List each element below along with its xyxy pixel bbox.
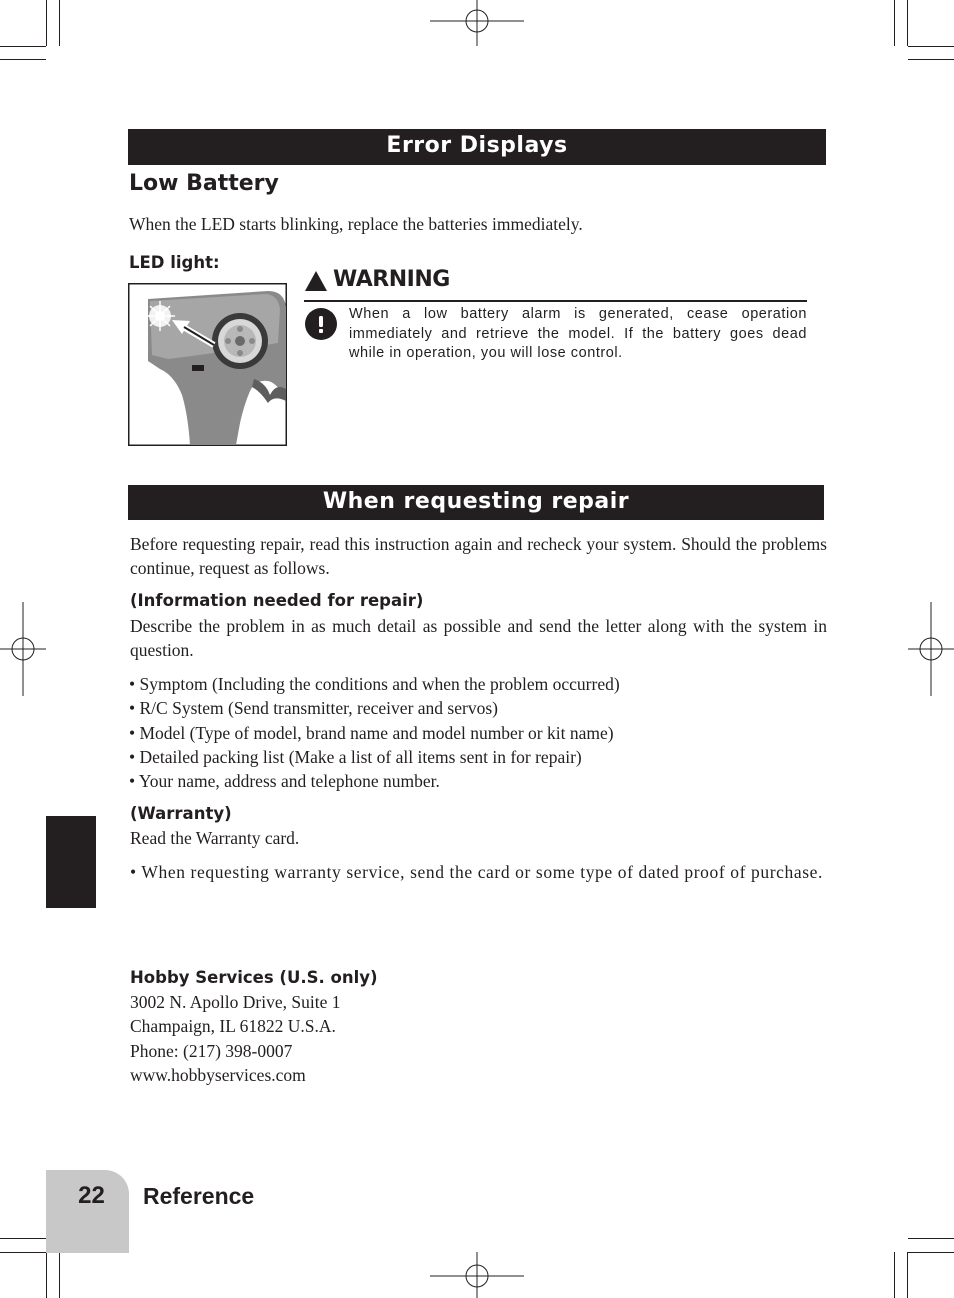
- website-link[interactable]: www.hobbyservices.com: [130, 1064, 306, 1085]
- registration-mark-left: [0, 602, 46, 696]
- warranty-text: Read the Warranty card.: [130, 828, 300, 848]
- transmitter-illustration: [128, 283, 287, 446]
- warning-title: WARNING: [333, 267, 450, 292]
- exclamation-icon: [305, 308, 337, 340]
- crop-mark: [908, 1238, 954, 1239]
- crop-mark: [59, 0, 60, 46]
- low-battery-heading: Low Battery: [129, 171, 279, 196]
- info-needed-text: Describe the problem in as much detail as possible and send the letter along with the system in question.: [130, 616, 827, 660]
- warning-divider: [304, 300, 807, 302]
- registration-mark-right: [908, 602, 954, 696]
- footer-section-title: Reference: [143, 1183, 255, 1209]
- crop-mark: [908, 59, 954, 60]
- crop-mark: [46, 0, 47, 46]
- repair-intro: Before requesting repair, read this instruction again and recheck your system. Should the problems continue, request as follows.: [130, 534, 827, 578]
- crop-mark: [0, 59, 46, 60]
- crop-mark: [894, 0, 895, 46]
- page-number: 22: [78, 1182, 105, 1209]
- registration-mark-bottom: [430, 1252, 524, 1298]
- crop-mark: [907, 1252, 908, 1298]
- low-battery-text: When the LED starts blinking, replace the batteries immediately.: [129, 214, 583, 234]
- error-displays-banner: Error Displays: [128, 129, 826, 165]
- warning-text: When a low battery alarm is generated, cease operation immediately and retrieve the model. If the battery goes dead while in operation, you will lose control.: [349, 306, 807, 361]
- led-light-label: LED light:: [129, 253, 220, 272]
- list-item: • R/C System (Send transmitter, receiver and servos): [129, 698, 498, 719]
- list-item: • Your name, address and telephone number.: [129, 771, 440, 792]
- list-item: • Model (Type of model, brand name and model number or kit name): [129, 722, 614, 743]
- section-thumb-tab: [46, 816, 96, 908]
- registration-mark-top: [430, 0, 524, 46]
- hobby-services-address: [130, 990, 530, 1087]
- crop-mark: [908, 46, 954, 47]
- repair-banner: When requesting repair: [128, 485, 824, 520]
- address-line: 3002 N. Apollo Drive, Suite 1: [130, 992, 341, 1012]
- crop-mark: [0, 1238, 46, 1239]
- crop-mark: [59, 1252, 60, 1298]
- warranty-bullet: • When requesting warranty service, send the card or some type of dated proof of purchase.: [130, 862, 823, 882]
- hobby-services-heading: Hobby Services (U.S. only): [130, 968, 378, 987]
- warning-triangle-icon: [304, 270, 328, 292]
- crop-mark: [0, 1252, 46, 1253]
- list-item: • Detailed packing list (Make a list of all items sent in for repair): [129, 746, 582, 767]
- warranty-heading: (Warranty): [130, 804, 232, 823]
- crop-mark: [46, 1252, 47, 1298]
- crop-mark: [907, 0, 908, 46]
- crop-mark: [0, 46, 46, 47]
- phone-number: Phone: (217) 398-0007: [130, 1040, 293, 1061]
- list-item: • Symptom (Including the conditions and when the problem occurred): [129, 674, 620, 694]
- address-line: Champaign, IL 61822 U.S.A.: [130, 1016, 336, 1037]
- crop-mark: [908, 1252, 954, 1253]
- crop-mark: [894, 1252, 895, 1298]
- info-needed-heading: (Information needed for repair): [130, 591, 424, 610]
- repair-info-list: [129, 672, 829, 793]
